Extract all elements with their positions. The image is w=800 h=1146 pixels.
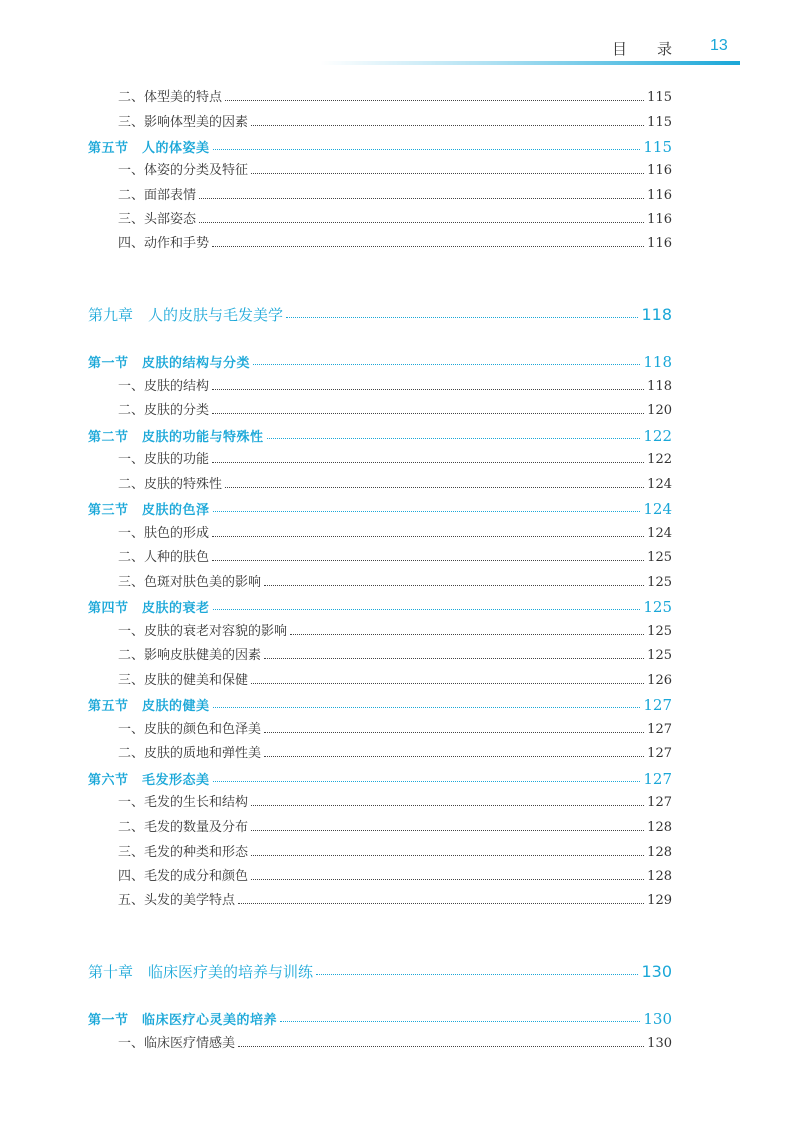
toc-item[interactable] [88,113,672,133]
dot-leader [212,535,644,537]
toc-entry-title: 三、毛发的种类和形态 [118,845,249,860]
toc-item[interactable] [88,843,672,863]
dot-leader [264,657,644,659]
toc-item[interactable] [88,524,672,544]
toc-entry-title: 二、影响皮肤健美的因素 [118,648,262,663]
toc-entry-title: 一、皮肤的衰老对容貌的影响 [118,624,288,639]
dot-leader [264,731,644,733]
dot-leader [286,316,638,318]
toc-entry-title: 五、头发的美学特点 [118,893,236,908]
dot-leader [213,510,641,512]
toc-page-number: 125 [647,624,672,639]
toc-entry-title: 一、临床医疗情感美 [118,1036,236,1051]
toc-item[interactable] [88,744,672,764]
dot-leader [213,148,641,150]
toc-page-number: 118 [647,379,672,394]
toc-entry-title: 二、人种的肤色 [118,550,210,565]
toc-section[interactable] [88,137,672,157]
toc-page-number: 120 [647,403,672,418]
toc-section[interactable] [88,352,672,372]
dot-leader [212,245,644,247]
dot-leader [251,124,644,126]
toc-item[interactable] [88,234,672,254]
toc-chapter[interactable] [88,962,672,982]
toc-page-number: 130 [647,1036,672,1051]
toc-entry-title: 一、体姿的分类及特征 [118,163,249,178]
dot-leader [253,363,640,365]
toc-page-number: 129 [647,893,672,908]
toc-section[interactable] [88,695,672,715]
toc-page-number: 127 [643,696,672,714]
toc-item[interactable] [88,475,672,495]
dot-leader [251,854,644,856]
toc-chapter[interactable] [88,305,672,325]
toc-page-number: 124 [647,526,672,541]
dot-leader [267,437,641,439]
toc-item[interactable] [88,867,672,887]
page-number: 13 [710,37,728,54]
toc-entry-title: 二、毛发的数量及分布 [118,820,249,835]
toc-entry-title: 第三节 皮肤的色泽 [88,503,210,518]
toc-entry-title: 一、皮肤的颜色和色泽美 [118,722,262,737]
toc-page-number: 118 [643,353,672,371]
toc-item[interactable] [88,161,672,181]
toc-entry-title: 二、体型美的特点 [118,90,223,105]
dot-leader [199,197,644,199]
toc-item[interactable] [88,818,672,838]
toc-page-number: 128 [647,820,672,835]
toc-entry-title: 四、动作和手势 [118,236,210,251]
toc-page-number: 125 [647,575,672,590]
toc-item[interactable] [88,671,672,691]
toc-entry-title: 第五节 人的体姿美 [88,141,210,156]
toc-entry-title: 二、皮肤的质地和弹性美 [118,746,262,761]
toc-item[interactable] [88,573,672,593]
dot-leader [212,388,644,390]
toc-page-number: 127 [643,770,672,788]
toc-page-number: 122 [643,427,672,445]
dot-leader [290,633,644,635]
dot-leader [238,1045,644,1047]
toc-entry-title: 二、皮肤的分类 [118,403,210,418]
toc-item[interactable] [88,186,672,206]
toc-entry-title: 二、面部表情 [118,188,197,203]
toc-entry-title: 第五节 皮肤的健美 [88,699,210,714]
toc-item[interactable] [88,622,672,642]
toc-item[interactable] [88,377,672,397]
toc-entry-title: 三、影响体型美的因素 [118,115,249,130]
toc-page-number: 116 [647,163,672,178]
dot-leader [238,902,644,904]
toc-page-number: 130 [643,1010,672,1028]
dot-leader [280,1020,640,1022]
toc-item[interactable] [88,450,672,470]
toc-section[interactable] [88,769,672,789]
toc-entry-title: 第九章 人的皮肤与毛发美学 [88,306,284,324]
toc-section[interactable] [88,1009,672,1029]
dot-leader [316,973,638,975]
toc-entry-title: 四、毛发的成分和颜色 [118,869,249,884]
toc-section[interactable] [88,597,672,617]
toc-page-number: 126 [647,673,672,688]
toc-entry-title: 第六节 毛发形态美 [88,773,210,788]
toc-page-number: 116 [647,188,672,203]
toc-item[interactable] [88,88,672,108]
dot-leader [251,878,644,880]
toc-page-number: 130 [641,962,672,981]
toc-page-number: 122 [647,452,672,467]
toc-page-number: 125 [647,550,672,565]
dot-leader [199,221,644,223]
toc-item[interactable] [88,720,672,740]
toc-item[interactable] [88,401,672,421]
toc-page-number: 127 [647,746,672,761]
dot-leader [212,412,644,414]
dot-leader [212,461,644,463]
toc-item[interactable] [88,646,672,666]
header-title-char-1: 目 [612,40,628,58]
toc-page-number: 128 [647,869,672,884]
toc-page-number: 118 [641,305,672,324]
toc-item[interactable] [88,793,672,813]
toc-page-number: 128 [647,845,672,860]
toc-entry-title: 三、色斑对肤色美的影响 [118,575,262,590]
toc-entry-title: 二、皮肤的特殊性 [118,477,223,492]
dot-leader [213,608,641,610]
toc-entry-title: 一、毛发的生长和结构 [118,795,249,810]
dot-leader [213,706,641,708]
toc-page-number: 127 [647,722,672,737]
dot-leader [225,99,644,101]
toc-entry-title: 第四节 皮肤的衰老 [88,601,210,616]
toc-entry-title: 第一节 皮肤的结构与分类 [88,356,251,371]
toc-entry-title: 第一节 临床医疗心灵美的培养 [88,1013,278,1028]
toc-entry-title: 第十章 临床医疗美的培养与训练 [88,963,314,981]
toc-entry-title: 一、皮肤的功能 [118,452,210,467]
toc-page-number: 116 [647,236,672,251]
toc-item[interactable] [88,210,672,230]
header-title-char-2: 录 [657,40,673,58]
toc-page-number: 124 [643,500,672,518]
toc-page-number: 115 [647,115,672,130]
dot-leader [264,755,644,757]
toc-section[interactable] [88,426,672,446]
toc-item[interactable] [88,1034,672,1054]
toc-page-number: 115 [643,138,672,156]
toc-entry-title: 三、皮肤的健美和保健 [118,673,249,688]
toc-page-number: 124 [647,477,672,492]
dot-leader [251,682,644,684]
toc-page-number: 125 [643,598,672,616]
dot-leader [264,584,644,586]
toc-section[interactable] [88,499,672,519]
toc-page-number: 127 [647,795,672,810]
dot-leader [212,559,644,561]
toc-entry-title: 一、皮肤的结构 [118,379,210,394]
dot-leader [251,804,644,806]
dot-leader [251,829,644,831]
toc-entry-title: 第二节 皮肤的功能与特殊性 [88,430,264,445]
toc-entry-title: 一、肤色的形成 [118,526,210,541]
dot-leader [251,172,644,174]
toc-entry-title: 三、头部姿态 [118,212,197,227]
dot-leader [225,486,644,488]
toc-page-number: 116 [647,212,672,227]
toc-item[interactable] [88,891,672,911]
dot-leader [213,780,641,782]
toc-page-number: 115 [647,90,672,105]
toc-page-number: 125 [647,648,672,663]
toc-item[interactable] [88,548,672,568]
